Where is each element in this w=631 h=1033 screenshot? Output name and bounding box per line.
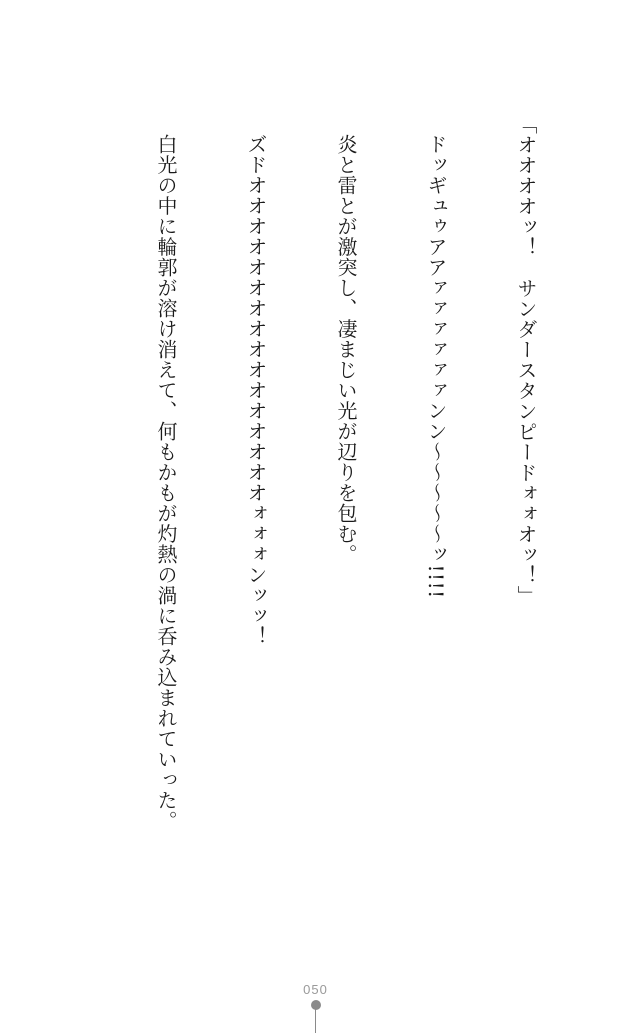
text-line: 白光の中に輪郭が溶け消えて、何もかもが灼熱の渦に呑み込まれていった。 <box>154 134 178 831</box>
text-line: ズドオオオオオオオオオオオオオオオオォォォンッッ！ <box>244 134 268 647</box>
text-line <box>0 114 1 934</box>
page-marker-dot <box>311 1000 321 1010</box>
blank-line <box>61 114 91 934</box>
page-number: 050 <box>303 982 328 997</box>
vertical-text-body <box>0 114 601 934</box>
text-line: 「オオオオッ！ サンダースタンピードォォオッ！」 <box>514 114 538 606</box>
page-marker-line <box>315 1008 316 1033</box>
text-line: 炎と雷とが激突し、凄まじい光が辺りを包む。 <box>334 134 358 565</box>
text-line: ドッギュゥアアァァァァァァンン～～～～～ッ!!!! <box>424 134 448 599</box>
